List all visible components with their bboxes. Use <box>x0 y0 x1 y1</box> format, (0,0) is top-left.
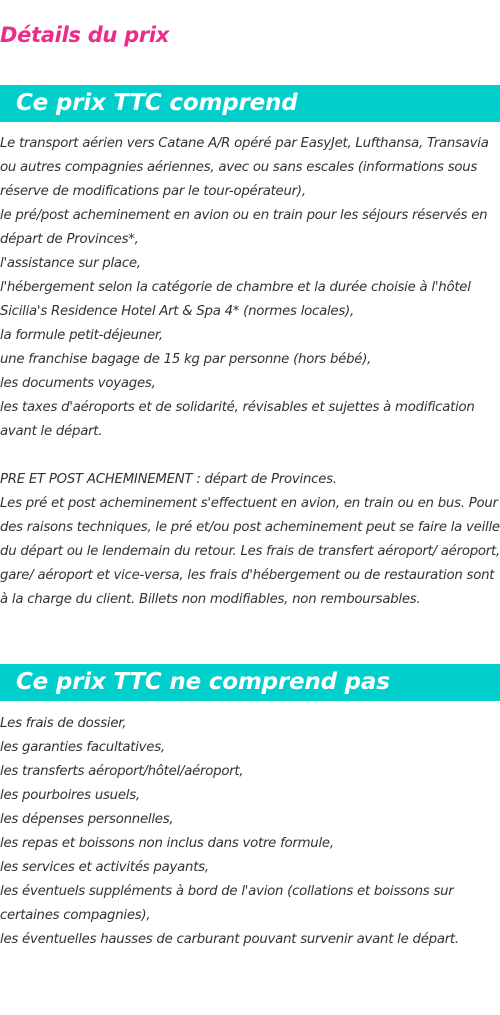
included-item: le pré/post acheminement en avion ou en train pour les séjours réservés en départ de Provinces*, <box>0 208 488 247</box>
excluded-item: les éventuelles hausses de carburant pouvant survenir avant le départ. <box>0 932 459 947</box>
excluded-list <box>0 712 500 952</box>
excluded-section-header: Ce prix TTC ne comprend pas <box>0 664 500 701</box>
included-item: les documents voyages, <box>0 376 156 391</box>
transfer-note-body: Les pré et post acheminement s'effectuent en avion, en train ou en bus. Pour des raisons techniques, le pré et/ou post acheminement peut se faire la veille du départ ou le lendemain du retour. Les frais de transfert aéroport/ aéroport, gare/ aéroport et vice-versa, les frais d'hébergement ou de restauration sont à la charge du client. Billets non modifiables, non remboursables. <box>0 496 500 607</box>
excluded-item: les éventuels suppléments à bord de l'avion (collations et boissons sur certaines compagnies), <box>0 884 454 923</box>
included-item: la formule petit-déjeuner, <box>0 328 163 343</box>
included-section-header: Ce prix TTC comprend <box>0 85 500 122</box>
excluded-item: les garanties facultatives, <box>0 740 165 755</box>
included-item: les taxes d'aéroports et de solidarité, révisables et sujettes à modification avant le départ. <box>0 400 475 439</box>
included-item: Le transport aérien vers Catane A/R opéré par EasyJet, Lufthansa, Transavia ou autres compagnies aériennes, avec ou sans escales (informations sous réserve de modifications par le tour-opérateur), <box>0 136 489 199</box>
excluded-item: les repas et boissons non inclus dans votre formule, <box>0 836 334 851</box>
included-item: l'assistance sur place, <box>0 256 141 271</box>
excluded-item: les services et activités payants, <box>0 860 209 875</box>
included-list <box>0 132 500 444</box>
excluded-item: Les frais de dossier, <box>0 716 127 731</box>
transfer-note-title: PRE ET POST ACHEMINEMENT : départ de Provinces. <box>0 472 337 487</box>
included-item: l'hébergement selon la catégorie de chambre et la durée choisie à l'hôtel Sicilia's Residence Hotel Art & Spa 4* (normes locales), <box>0 280 471 319</box>
transfer-note <box>0 468 500 612</box>
page-title: Détails du prix <box>0 23 170 47</box>
excluded-item: les pourboires usuels, <box>0 788 140 803</box>
included-item: une franchise bagage de 15 kg par personne (hors bébé), <box>0 352 372 367</box>
excluded-item: les transferts aéroport/hôtel/aéroport, <box>0 764 244 779</box>
excluded-item: les dépenses personnelles, <box>0 812 174 827</box>
